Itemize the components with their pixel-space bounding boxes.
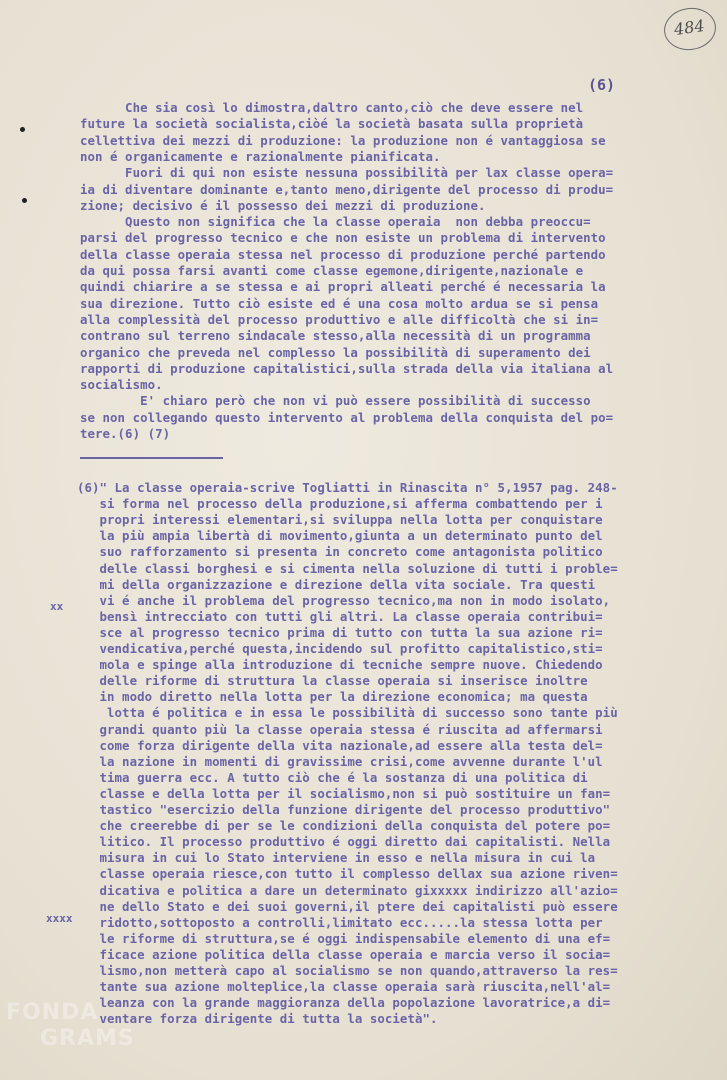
- text-line: contrano sul terreno sindacale stesso,alla necessità di un programma: [80, 328, 591, 344]
- text-line: organico che preveda nel complesso la possibilità di superamento dei: [80, 344, 591, 360]
- text-line: la più ampia libertà di movimento,giunta a un determinato punto del: [77, 528, 603, 544]
- text-line: rapporti di produzione capitalistici,sulla strada della via italiana al: [80, 360, 614, 376]
- text-line: come forza dirigente della vita nazionale,ad essere alla testa del=: [77, 737, 603, 753]
- text-line: tante sua azione molteplice,la classe operaia sarà riuscita,nell'al=: [77, 979, 611, 995]
- text-line: suo rafforzamento si presenta in concreto come antagonista politico: [77, 544, 603, 560]
- text-line: litico. Il processo produttivo é oggi diretto dai capitalisti. Nella: [77, 834, 611, 850]
- margin-mark: xxxx: [46, 912, 73, 925]
- text-line: vendicativa,perché questa,incidendo sul profitto capitalistico,sti=: [77, 641, 603, 656]
- text-line: quindi chiarire a se stessa e ai propri alleati perché é necessaria la: [80, 279, 606, 295]
- text-line: ventare forza dirigente di tutta la società".: [77, 1011, 438, 1027]
- text-line: parsi del progresso tecnico e che non esiste un problema di intervento: [80, 230, 606, 246]
- text-line: misura in cui lo Stato interviene in esso e nella misura in cui la: [77, 850, 596, 866]
- text-line: sua direzione. Tutto ciò esiste ed é una cosa molto ardua se si pensa: [80, 295, 599, 311]
- watermark-line: FONDA: [6, 1000, 99, 1025]
- text-line: classe operaia riesce,con tutto il complesso dellax sua azione riven=: [77, 866, 618, 882]
- text-line: ficace azione politica della classe operaia e marcia verso il socia=: [77, 946, 611, 962]
- text-line: socialismo.: [80, 377, 163, 393]
- text-line: delle riforme di struttura la classe operaia si inserisce inoltre: [77, 673, 588, 689]
- text-line: Questo non significa che la classe operaia non debba preoccu=: [80, 214, 591, 230]
- text-line: tastico "esercizio della funzione dirigente del processo produttivo": [77, 802, 611, 817]
- text-line: tima guerra ecc. A tutto ciò che é la sostanza di una politica di: [77, 769, 588, 785]
- text-line: lotta é politica e in essa le possibilità di successo sono tante più: [77, 705, 618, 721]
- text-line: zione; decisivo é il possesso dei mezzi di produzione.: [80, 197, 486, 213]
- punch-hole-mark: [22, 198, 27, 203]
- text-line: leanza con la grande maggioranza della popolazione lavoratrice,a di=: [77, 995, 611, 1011]
- text-line: tere.(6) (7): [80, 426, 171, 441]
- text-line: E' chiaro però che non vi può essere possibilità di successo: [80, 393, 591, 409]
- text-line: ia di diventare dominante e,tanto meno,dirigente del processo di produ=: [80, 181, 614, 197]
- text-line: bensì intrecciato con tutti gli altri. La classe operaia contribui=: [77, 608, 603, 624]
- text-line: classe e della lotta per il socialismo,non si può sostituire un fan=: [77, 785, 611, 801]
- text-line: propri interessi elementari,si sviluppa nella lotta per conquistare: [77, 512, 603, 528]
- text-line: ridotto,sottoposto a controlli,limitato ecc.....la stessa lotta per: [77, 914, 603, 930]
- text-line: alla complessità del processo produttivo e alle difficoltà che si in=: [80, 311, 599, 327]
- text-line: mi della organizzazione e direzione della vita sociale. Tra questi: [77, 576, 596, 592]
- text-line: dicativa e politica a dare un determinato gixxxxx indirizzo all'azio=: [77, 882, 618, 898]
- text-line: lismo,non metterà capo al socialismo se non quando,attraverso la res=: [77, 963, 618, 978]
- punch-hole-mark: [20, 127, 25, 132]
- text-line: in modo diretto nella lotta per la direzione economica; ma questa: [77, 689, 588, 705]
- text-line: se non collegando questo intervento al problema della conquista del po=: [80, 409, 614, 425]
- text-line: non é organicamente e razionalmente pianificata.: [80, 148, 441, 164]
- text-line: mola e spinge alla introduzione di tecniche sempre nuove. Chiedendo: [77, 657, 603, 673]
- watermark-line: GRAMS: [40, 1026, 135, 1051]
- archive-annotation: 484: [672, 15, 706, 40]
- text-line: vi é anche il problema del progresso tecnico,ma non in modo isolato,: [77, 592, 611, 608]
- text-line: la nazione in momenti di gravissime crisi,come avvenne durante l'ul: [77, 753, 603, 769]
- footnote-divider: [80, 457, 223, 459]
- text-line: si forma nel processo della produzione,si afferma combattendo per i: [77, 496, 603, 512]
- text-line: della classe operaia stessa nel processo di produzione perché partendo: [80, 246, 606, 262]
- text-line: da qui possa farsi avanti come classe egemone,dirigente,nazionale e: [80, 263, 584, 278]
- margin-mark: xx: [50, 600, 64, 613]
- text-line: delle classi borghesi e si cimenta nella soluzione di tutti i proble=: [77, 560, 618, 576]
- text-line: ne dello Stato e dei suoi governi,il ptere dei capitalisti può essere: [77, 898, 618, 914]
- text-line: cellettiva dei mezzi di produzione: la produzione non é vantaggiosa se: [80, 132, 606, 148]
- text-line: Che sia così lo dimostra,daltro canto,ciò che deve essere nel: [80, 100, 584, 115]
- text-line: che creerebbe di per se le condizioni della conquista del potere po=: [77, 818, 611, 834]
- text-line: grandi quanto più la classe operaia stessa é riuscita ad affermarsi: [77, 721, 603, 737]
- text-line: sce al progresso tecnico prima di tutto con tutta la sua azione ri=: [77, 624, 603, 640]
- text-line: le riforme di struttura,se é oggi indispensabile elemento di una ef=: [77, 930, 611, 946]
- text-line: future la società socialista,ciòé la società basata sulla proprietà: [80, 116, 584, 132]
- text-line: Fuori di qui non esiste nessuna possibilità per lax classe opera=: [80, 165, 614, 181]
- page-number: (6): [588, 76, 616, 94]
- text-line: (6)" La classe operaia-scrive Togliatti in Rinascita n° 5,1957 pag. 248-: [77, 480, 618, 495]
